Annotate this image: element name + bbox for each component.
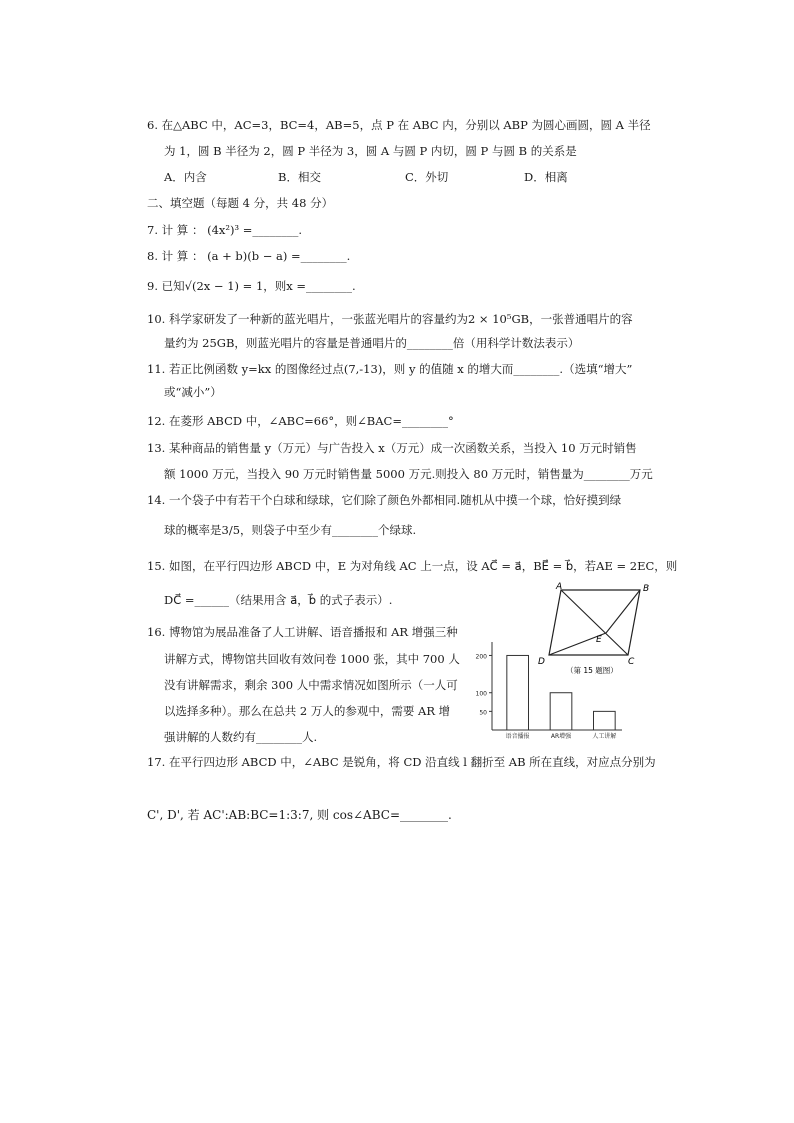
q14-line2: 球的概率是3/5，则袋子中至少有________个绿球. xyxy=(164,523,417,537)
bar xyxy=(550,693,572,730)
q11-line1: 11. 若正比例函数 y=kx 的图像经过点(7,-13)，则 y 的值随 x 的增大而________.（选填“增大” xyxy=(147,362,633,376)
category-label: AR增强 xyxy=(550,733,572,740)
figure-15-caption: （第 15 题图） xyxy=(566,666,618,675)
q9: 9. 已知√(2x − 1) = 1，则x =________. xyxy=(147,279,356,293)
q13-line2: 额 1000 万元，当投入 90 万元时销售量 5000 万元.则投入 80 万元时，销售量为________万元 xyxy=(164,467,653,481)
point-label-b: B xyxy=(643,584,650,594)
q6-option-b: B．相交 xyxy=(278,170,321,184)
q15-line2: DC⃗ =______（结果用含 a⃗，b⃗ 的式子表示）. xyxy=(164,593,393,607)
bar xyxy=(507,655,529,730)
category-label: 语音播报 xyxy=(505,733,530,740)
q13-line1: 13. 某种商品的销售量 y（万元）与广告投入 x（万元）成一次函数关系，当投入 10 万元时销售 xyxy=(147,441,637,455)
q14-line1: 14. 一个袋子中有若干个白球和绿球，它们除了颜色外都相同.随机从中摸一个球，恰好摸到绿 xyxy=(147,493,622,507)
q6-option-a: A．内含 xyxy=(164,170,207,184)
point-label-c: C xyxy=(628,657,635,667)
section-heading: 二、填空题（每题 4 分，共 48 分） xyxy=(147,196,334,210)
q16-line5: 强讲解的人数约有________人. xyxy=(164,730,318,744)
q6-option-d: D．相离 xyxy=(524,170,568,184)
q8: 8. 计 算 ： (a + b)(b − a) =________. xyxy=(147,249,351,263)
y-tick-label: 100 xyxy=(475,690,487,698)
q6-line2: 为 1，圆 B 半径为 2，圆 P 半径为 3，圆 A 与圆 P 内切，圆 P 与圆 B 的关系是 xyxy=(164,144,577,158)
y-tick-label: 50 xyxy=(479,709,487,717)
q11-line2: 或“减小”） xyxy=(164,385,222,399)
q15-line1: 15. 如图，在平行四边形 ABCD 中，E 为对角线 AC 上一点，设 AC⃗ = a⃗，BE⃗ = b⃗，若AE = 2EC，则 xyxy=(147,559,678,573)
q6-line1: 6. 在△ABC 中，AC=3，BC=4，AB=5，点 P 在 ABC 内，分别以 ABP 为圆心画圆，圆 A 半径 xyxy=(147,118,651,132)
q17-line2: C', D', 若 AC':AB:BC=1:3:7, 则 cos∠ABC=________. xyxy=(147,808,452,822)
bar xyxy=(594,711,616,730)
q7: 7. 计 算 ： (4x²)³ =________. xyxy=(147,223,303,237)
category-label: 人工讲解 xyxy=(592,733,617,740)
y-tick-label: 200 xyxy=(475,653,487,661)
q6-option-c: C．外切 xyxy=(405,170,449,184)
point-label-a: A xyxy=(556,582,563,592)
q16-line2: 讲解方式，博物馆共回收有效问卷 1000 张，其中 700 人 xyxy=(164,652,460,666)
q10-line2: 量约为 25GB，则蓝光唱片的容量是普通唱片的________倍（用科学计数法表示） xyxy=(164,336,580,350)
figure-16-bar-chart xyxy=(470,630,630,745)
q16-line3: 没有讲解需求，剩余 300 人中需求情况如图所示（一人可 xyxy=(164,678,458,692)
q17-line1: 17. 在平行四边形 ABCD 中，∠ABC 是锐角，将 CD 沿直线 l 翻折至 AB 所在直线，对应点分别为 xyxy=(147,755,656,769)
q16-line4: 以选择多种）。那么在总共 2 万人的参观中，需要 AR 增 xyxy=(164,704,451,718)
point-label-d: D xyxy=(538,657,545,667)
q12: 12. 在菱形 ABCD 中，∠ABC=66°，则∠BAC=________° xyxy=(147,414,454,428)
q10-line1: 10. 科学家研发了一种新的蓝光唱片，一张蓝光唱片的容量约为2 × 10⁵GB，一张普通唱片的容 xyxy=(147,312,633,326)
segment-be xyxy=(606,590,640,633)
point-label-e: E xyxy=(596,635,602,645)
q16-line1: 16. 博物馆为展品准备了人工讲解、语音播报和 AR 增强三种 xyxy=(147,625,458,639)
